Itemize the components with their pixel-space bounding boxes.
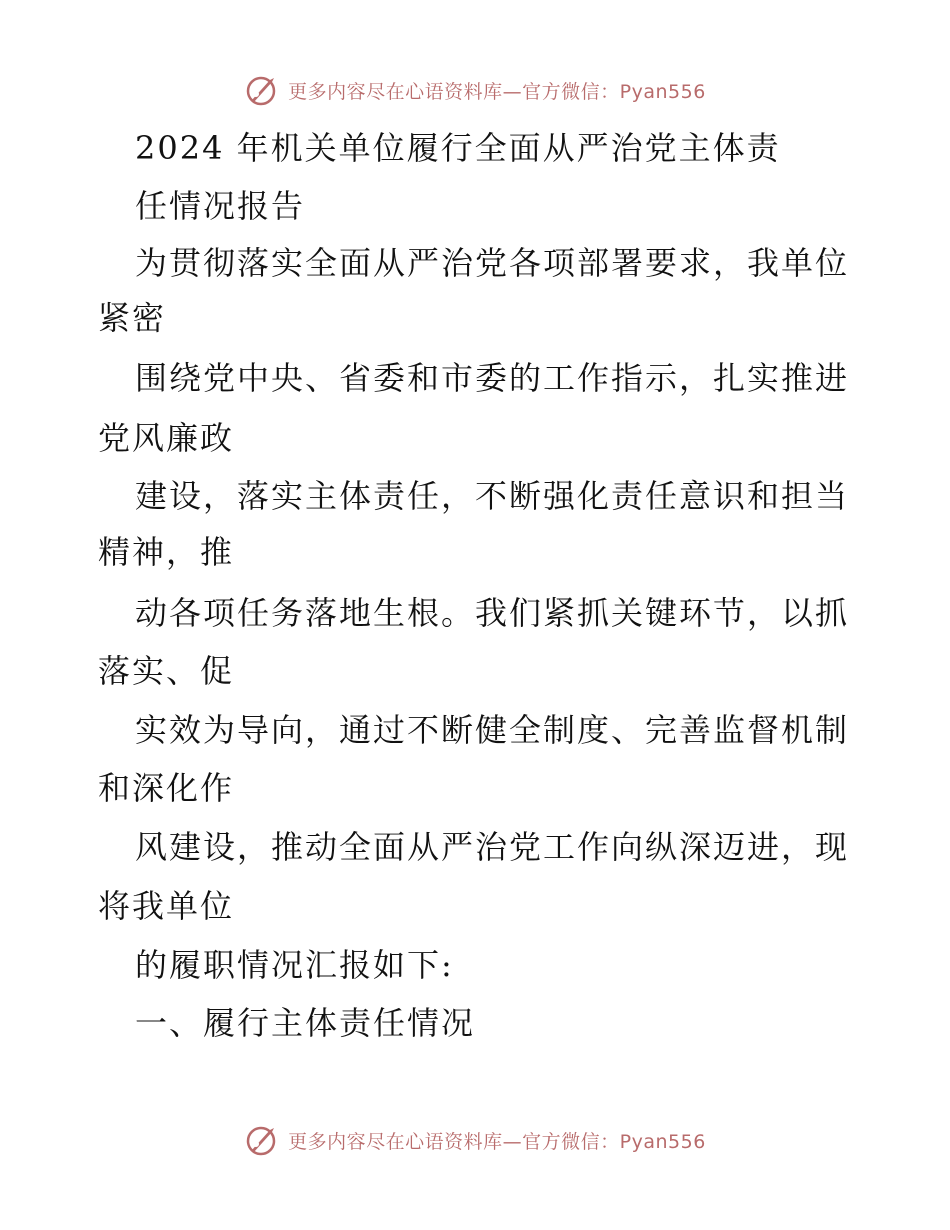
document-title-line-2: 任情况报告 (135, 187, 306, 225)
paragraph-line: 建设，落实主体责任，不断强化责任意识和担当 (135, 477, 850, 515)
paragraph-line: 党风廉政 (98, 419, 235, 457)
paragraph-line: 紧密 (98, 299, 167, 337)
paragraph-line: 风建设，推动全面从严治党工作向纵深迈进，现 (135, 828, 850, 866)
paragraph-line: 和深化作 (98, 769, 235, 807)
header-watermark (0, 70, 950, 110)
paragraph-line: 的履职情况汇报如下: (135, 946, 454, 984)
document-title-line-1: 2024 年机关单位履行全面从严治党主体责 (135, 129, 781, 167)
watermark-text: 更多内容尽在心语资料库—官方微信：Pyan556 (288, 1130, 706, 1153)
paragraph-line: 为贯彻落实全面从严治党各项部署要求，我单位 (135, 244, 850, 282)
paragraph-line: 将我单位 (98, 887, 235, 925)
paragraph-line: 实效为导向，通过不断健全制度、完善监督机制 (135, 711, 850, 749)
quill-pen-seal-icon (244, 72, 280, 108)
quill-pen-seal-icon (244, 1122, 280, 1158)
paragraph-line: 动各项任务落地生根。我们紧抓关键环节，以抓 (135, 594, 850, 632)
paragraph-line: 精神，推 (98, 533, 235, 571)
paragraph-line: 围绕党中央、省委和市委的工作指示，扎实推进 (135, 359, 850, 397)
paragraph-line: 落实、促 (98, 652, 235, 690)
footer-watermark (0, 1120, 950, 1160)
watermark-text: 更多内容尽在心语资料库—官方微信：Pyan556 (288, 80, 706, 103)
section-heading: 一、履行主体责任情况 (135, 1004, 476, 1042)
